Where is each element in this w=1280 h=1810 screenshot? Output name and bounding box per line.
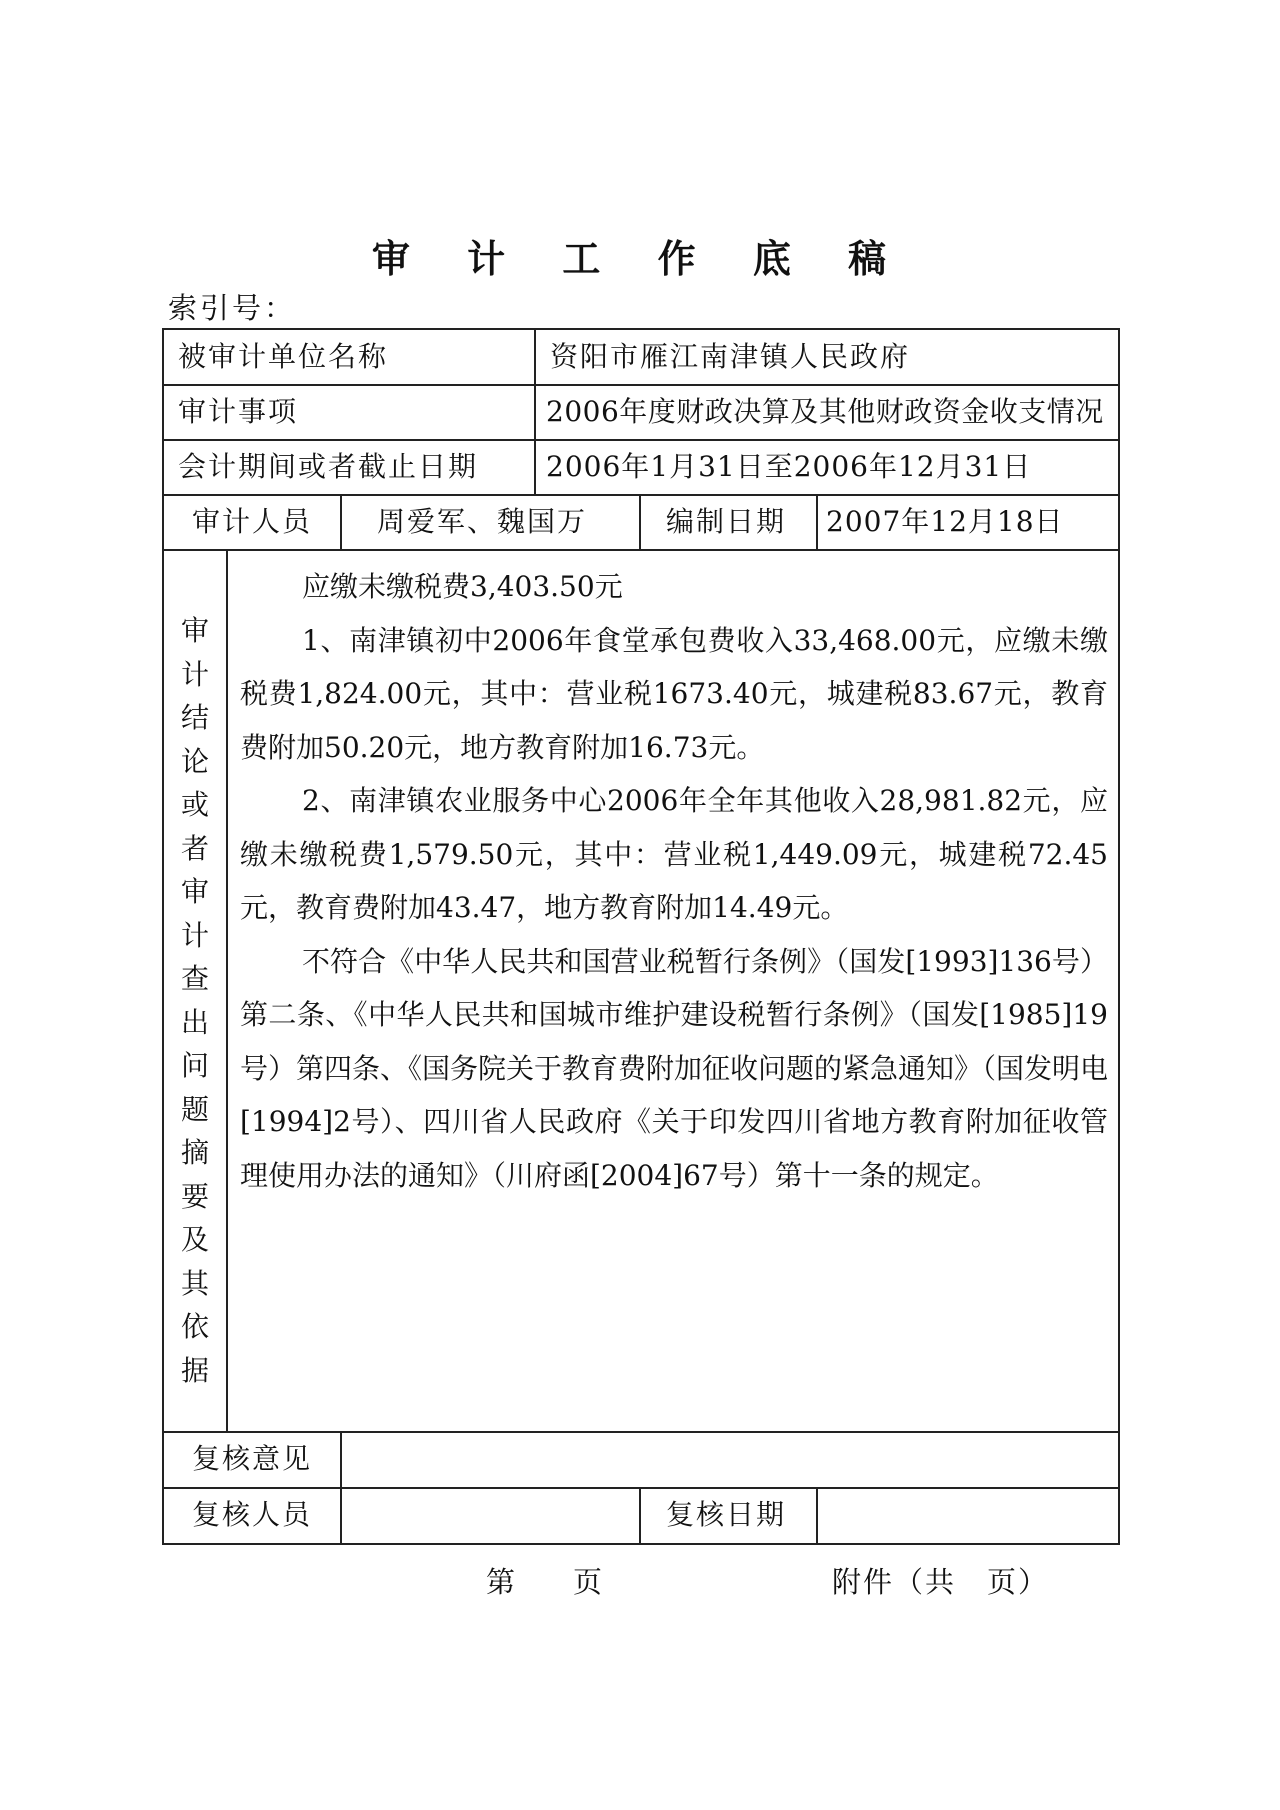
- column-divider: [816, 494, 818, 549]
- column-divider: [226, 549, 228, 1431]
- reviewer-label: 复核人员: [192, 1498, 313, 1531]
- page-label-first: 第: [486, 1565, 518, 1599]
- column-divider: [639, 494, 641, 549]
- label-char: 据: [180, 1353, 209, 1387]
- conclusion-paragraph: 2、南津镇农业服务中心2006年全年其他收入28,981.82元，应缴未缴税费1,579.50元，其中：营业税1,449.09元，城建税72.45元，教育费附加43.47，地方教育附加14.49元。: [240, 784, 1108, 924]
- audited-unit-label: 被审计单位名称: [178, 340, 389, 373]
- column-divider: [639, 1487, 641, 1543]
- label-char: 审: [180, 614, 209, 647]
- label-char: 计: [180, 918, 209, 952]
- label-char: 其: [180, 1266, 209, 1300]
- review-opinion-label: 复核意见: [192, 1442, 313, 1475]
- prep-date-value: 2007年12月18日: [826, 505, 1064, 538]
- label-char: 问: [180, 1049, 209, 1082]
- accounting-period-label: 会计期间或者截止日期: [178, 450, 479, 483]
- conclusion-vertical-label: [164, 609, 226, 1489]
- column-divider: [534, 330, 536, 494]
- row-divider: [164, 384, 1118, 386]
- label-char: 查: [180, 962, 209, 995]
- page-title: 审 计 工 作 底 稿: [371, 237, 909, 281]
- index-number-label: 索引号：: [168, 291, 297, 325]
- review-date-label: 复核日期: [666, 1498, 787, 1531]
- label-char: 依: [180, 1310, 209, 1343]
- row-divider: [164, 549, 1118, 551]
- column-divider: [816, 1487, 818, 1543]
- prep-date-label: 编制日期: [666, 505, 787, 538]
- label-char: 要: [180, 1179, 209, 1213]
- column-divider: [340, 494, 342, 549]
- audit-conclusion-content: [240, 560, 1108, 1202]
- column-divider: [340, 1431, 342, 1543]
- page-label-second: 页: [573, 1565, 605, 1599]
- conclusion-paragraph: 不符合《中华人民共和国营业税暂行条例》（国发[1993]136号）第二条、《中华人民共和国城市维护建设税暂行条例》（国发[1985]19号）第四条、《国务院关于教育费附加征收问题的紧急通知》（国发明电[1994]2号）、四川省人民政府《关于印发四川省地方教育附加征收管理使用办法的通知》（川府函[2004]67号）第十一条的规定。: [240, 944, 1109, 1192]
- row-divider: [164, 439, 1118, 441]
- row-divider: [164, 494, 1118, 496]
- page-number-label: [486, 1560, 604, 1601]
- label-char: 论: [180, 744, 209, 778]
- accounting-period-value: 2006年1月31日至2006年12月31日: [546, 450, 1032, 483]
- label-char: 摘: [180, 1136, 209, 1169]
- label-char: 者: [180, 831, 209, 865]
- row-divider: [164, 1431, 1118, 1433]
- conclusion-paragraph: 应缴未缴税费3,403.50元: [302, 570, 623, 603]
- label-char: 题: [180, 1092, 209, 1126]
- label-char: 或: [180, 788, 209, 821]
- row-divider: [164, 1487, 1118, 1489]
- label-char: 出: [180, 1005, 209, 1039]
- audit-matter-value: 2006年度财政决算及其他财政资金收支情况: [546, 395, 1104, 428]
- audit-form-table: [162, 328, 1120, 1545]
- label-char: 审: [180, 875, 209, 908]
- conclusion-paragraph: 1、南津镇初中2006年食堂承包费收入33,468.00元，应缴未缴税费1,824.00元，其中：营业税1673.40元，城建税83.67元，教育费附加50.20元，地方教育附加16.73元。: [240, 623, 1108, 764]
- auditor-label: 审计人员: [192, 505, 313, 538]
- label-char: 计: [180, 657, 209, 691]
- attachment-count-label: 附件（共 页）: [832, 1565, 1050, 1599]
- audit-matter-label: 审计事项: [178, 395, 299, 428]
- label-char: 结: [180, 701, 209, 734]
- auditor-value: 周爱军、魏国万: [377, 505, 588, 538]
- label-char: 及: [180, 1223, 209, 1256]
- audited-unit-value: 资阳市雁江南津镇人民政府: [550, 340, 911, 373]
